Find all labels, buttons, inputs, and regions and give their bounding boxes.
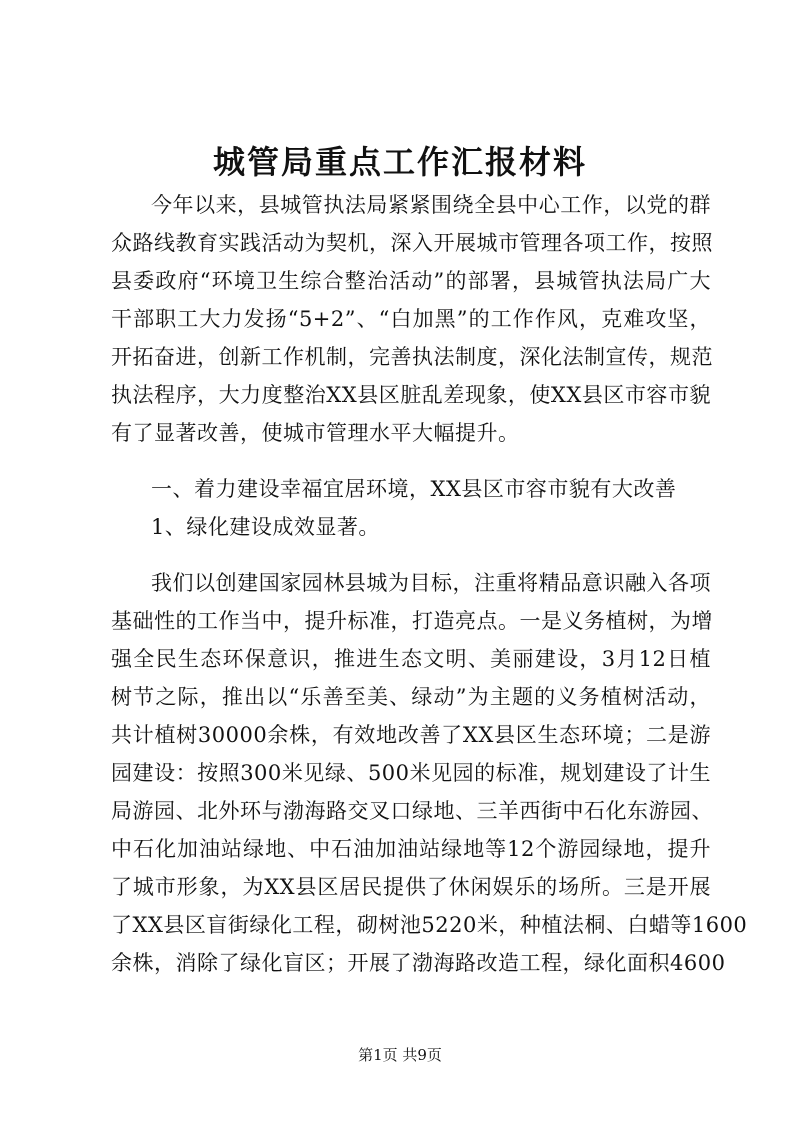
paragraph-line: 了XX县区盲街绿化工程，砌树池5220米，种植法桐、白蜡等1600	[111, 913, 748, 937]
paragraph-line: 中石化加油站绿地、中石油加油站绿地等12个游园绿地，提升	[111, 837, 711, 861]
paragraph-line: 今年以来，县城管执法局紧紧围绕全县中心工作，以党的群	[151, 193, 711, 217]
paragraph-line: 局游园、北外环与渤海路交叉口绿地、三羊西街中石化东游园、	[111, 799, 713, 823]
paragraph-line: 园建设：按照300米见绿、500米见园的标准，规划建设了计生	[111, 761, 711, 785]
paragraph-line: 余株，消除了绿化盲区；开展了渤海路改造工程，绿化面积4600	[111, 951, 726, 975]
paragraph-line: 县委政府“环境卫生综合整治活动”的部署，县城管执法局广大	[111, 269, 711, 293]
paragraph-line: 众路线教育实践活动为契机，深入开展城市管理各项工作，按照	[111, 231, 713, 255]
page-number-footer: 第1页 共9页	[358, 1046, 442, 1064]
paragraph-line: 强全民生态环保意识，推进生态文明、美丽建设，3月12日植	[111, 647, 711, 671]
paragraph-line: 干部职工大力发扬“5+2”、“白加黑”的工作作风，克难攻坚，	[111, 307, 711, 331]
paragraph-line: 有了显著改善，使城市管理水平大幅提升。	[111, 421, 520, 445]
paragraph-line: 基础性的工作当中，提升标准，打造亮点。一是义务植树，为增	[111, 609, 713, 633]
document-title: 城管局重点工作汇报材料	[212, 143, 587, 181]
paragraph-line: 我们以创建国家园林县城为目标，注重将精品意识融入各项	[151, 571, 711, 595]
section-heading: 一、着力建设幸福宜居环境，XX县区市容市貌有大改善	[151, 477, 677, 501]
paragraph-line: 开拓奋进，创新工作机制，完善执法制度，深化法制宣传，规范	[111, 345, 713, 369]
paragraph-line: 了城市形象，为XX县区居民提供了休闲娱乐的场所。三是开展	[111, 875, 711, 899]
paragraph-line: 树节之际，推出以“乐善至美、绿动”为主题的义务植树活动，	[111, 685, 711, 709]
paragraph-line: 执法程序，大力度整治XX县区脏乱差现象，使XX县区市容市貌	[111, 383, 711, 407]
subsection-heading: 1、绿化建设成效显著。	[151, 515, 380, 539]
paragraph-line: 共计植树30000余株，有效地改善了XX县区生态环境；二是游	[111, 723, 711, 747]
